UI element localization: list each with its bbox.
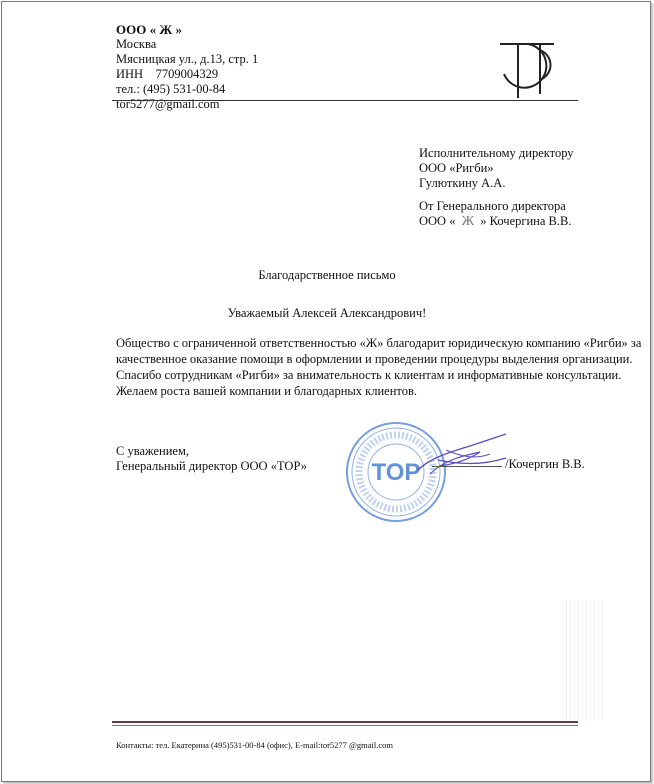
signature-block bbox=[116, 444, 307, 474]
letter-body bbox=[116, 335, 641, 399]
scan-artifact bbox=[566, 600, 606, 720]
signer-name: /Кочергин В.В. bbox=[505, 457, 585, 471]
footer-divider bbox=[112, 721, 578, 723]
signer-position: Генеральный директор ООО «ТОР» bbox=[116, 459, 307, 473]
body-line: Желаем роста вашей компании и благодарных клиентов. bbox=[116, 384, 417, 398]
header-divider bbox=[112, 100, 578, 101]
sender-company bbox=[419, 214, 571, 229]
company-name: ООО « Ж » bbox=[116, 22, 182, 37]
sender-block bbox=[419, 199, 571, 229]
footer-divider-thin bbox=[112, 725, 578, 726]
tor-logo-icon bbox=[496, 38, 558, 100]
handwritten-signature bbox=[410, 430, 520, 480]
sender-position: От Генерального директора bbox=[419, 199, 566, 213]
sender-mark: Ж bbox=[461, 214, 475, 229]
header-phone: тел.: (495) 531-00-84 bbox=[116, 82, 226, 96]
signature-line bbox=[432, 466, 502, 467]
closing: С уважением, bbox=[116, 444, 189, 458]
footer-contacts: Контакты: тел. Екатерина (495)531-00-84 (офис), E-mail:tor5277 @gmail.com bbox=[116, 740, 393, 750]
sender-prefix: ООО « bbox=[419, 214, 456, 228]
header-address: Мясницкая ул., д.13, стр. 1 bbox=[116, 52, 259, 66]
body-line: Спасибо сотрудникам «Ригби» за внимательность к клиентам и информативные консультации. bbox=[116, 368, 622, 382]
body-line: качественное оказание помощи в оформлении и проведении процедуры выделения организации. bbox=[116, 352, 633, 366]
recipient-position: Исполнительному директору bbox=[419, 146, 574, 160]
recipient-company: ООО «Ригби» bbox=[419, 161, 494, 175]
letter-title: Благодарственное письмо bbox=[258, 268, 396, 282]
recipient-block bbox=[419, 146, 574, 191]
header-inn: ИНН 7709004329 bbox=[116, 67, 219, 81]
sender-suffix: » Кочергина В.В. bbox=[480, 214, 572, 228]
recipient-name: Гулюткину А.А. bbox=[419, 176, 506, 190]
header-email: tor5277@gmail.com bbox=[116, 97, 220, 111]
body-line: Общество с ограниченной ответственностью «Ж» благодарит юридическую компанию «Ригби» за bbox=[116, 336, 642, 350]
letter-greeting: Уважаемый Алексей Александрович! bbox=[227, 306, 427, 320]
letterhead bbox=[116, 22, 258, 112]
stamp-label: ТОР bbox=[371, 459, 421, 486]
header-city: Москва bbox=[116, 37, 157, 51]
